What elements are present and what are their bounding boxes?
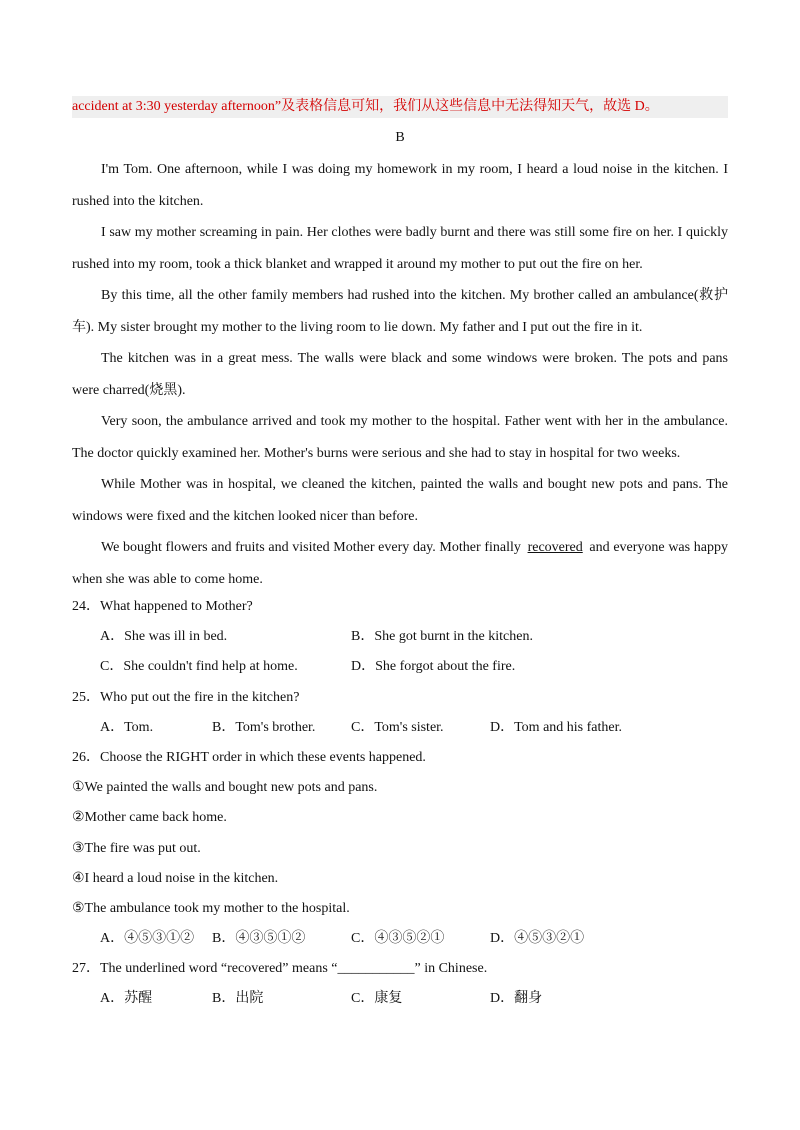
q24-option-b[interactable]: B．She got burnt in the kitchen. bbox=[351, 629, 533, 645]
q26-option-c[interactable]: C．④③⑤②① bbox=[351, 931, 445, 947]
q25-option-d[interactable]: D．Tom and his father. bbox=[490, 719, 622, 735]
question-list bbox=[72, 592, 728, 1015]
q24-option-d[interactable]: D．She forgot about the fire. bbox=[351, 659, 516, 675]
passage-paragraph-3: By this time, all the other family members had rushed into the kitchen. My brother called an ambulance(救护车). My sister brought my mother to the living room to lie down. My father and I put out the fire in it. bbox=[72, 288, 728, 335]
question-26-options bbox=[72, 924, 728, 954]
passage-paragraph-5: Very soon, the ambulance arrived and took my mother to the hospital. Father went with her in the ambulance. The doctor quickly examined her. Mother's burns were serious and she had to stay in hospital for two weeks. bbox=[72, 414, 728, 461]
event-4: ④I heard a loud noise in the kitchen. bbox=[72, 870, 279, 886]
q25-option-c[interactable]: C．Tom's sister. bbox=[351, 719, 444, 735]
q27-option-c[interactable]: C．康复 bbox=[351, 991, 403, 1007]
q27-option-a[interactable]: A．苏醒 bbox=[100, 991, 153, 1007]
q25-option-b[interactable]: B．Tom's brother. bbox=[212, 719, 316, 735]
q26-option-d[interactable]: D．④⑤③②① bbox=[490, 931, 585, 947]
q27-option-d[interactable]: D．翻身 bbox=[490, 991, 543, 1007]
section-letter: B bbox=[395, 130, 405, 145]
event-2: ②Mother came back home. bbox=[72, 810, 227, 826]
event-5: ⑤The ambulance took my mother to the hospital. bbox=[72, 900, 350, 916]
underlined-word: recovered bbox=[527, 540, 583, 555]
passage-paragraph-2: I saw my mother screaming in pain. Her clothes were badly burnt and there was still some fire on her. I quickly rushed into my room, took a thick blanket and wrapped it around my mother to put out the fire on her. bbox=[72, 225, 728, 272]
question-27-options bbox=[72, 984, 728, 1014]
question-27-stem: 27．The underlined word “recovered” means “___________” in Chinese. bbox=[72, 961, 488, 977]
question-26-stem: 26．Choose the RIGHT order in which these events happened. bbox=[72, 749, 426, 765]
question-24-options-row-1 bbox=[72, 622, 728, 652]
q26-option-b[interactable]: B．④③⑤①② bbox=[212, 931, 306, 947]
reading-passage bbox=[72, 154, 728, 595]
question-25-stem: 25．Who put out the fire in the kitchen? bbox=[72, 689, 300, 705]
event-1: ①We painted the walls and bought new pots and pans. bbox=[72, 780, 378, 796]
question-24-stem: 24．What happened to Mother? bbox=[72, 599, 253, 614]
q24-option-c[interactable]: C．She couldn't find help at home. bbox=[100, 659, 298, 675]
answer-explanation: accident at 3:30 yesterday afternoon”及表格信息可知，我们从这些信息中无法得知天气，故选 D。 bbox=[72, 96, 728, 118]
passage-paragraph-4: The kitchen was in a great mess. The walls were black and some windows were broken. The pots and pans were charred(烧黑). bbox=[72, 351, 728, 398]
q24-option-a[interactable]: A．She was ill in bed. bbox=[100, 629, 228, 645]
event-3: ③The fire was put out. bbox=[72, 840, 201, 856]
q25-option-a[interactable]: A．Tom. bbox=[100, 719, 154, 735]
paragraph-7-start: We bought flowers and fruits and visited Mother every day. Mother finally bbox=[101, 540, 525, 555]
question-24-options-row-2 bbox=[72, 652, 728, 682]
q26-option-a[interactable]: A．④⑤③①② bbox=[100, 931, 195, 947]
question-25-options bbox=[72, 713, 728, 743]
passage-paragraph-1: I'm Tom. One afternoon, while I was doing my homework in my room, I heard a loud noise in the kitchen. I rushed into the kitchen. bbox=[72, 162, 728, 209]
passage-paragraph-7 bbox=[72, 532, 728, 595]
paragraph-7-end: and everyone was happy when she was able to come home. bbox=[72, 540, 728, 587]
q27-option-b[interactable]: B．出院 bbox=[212, 991, 264, 1007]
passage-paragraph-6: While Mother was in hospital, we cleaned the kitchen, painted the walls and bought new pots and pans. The windows were fixed and the kitchen looked nicer than before. bbox=[72, 477, 728, 524]
